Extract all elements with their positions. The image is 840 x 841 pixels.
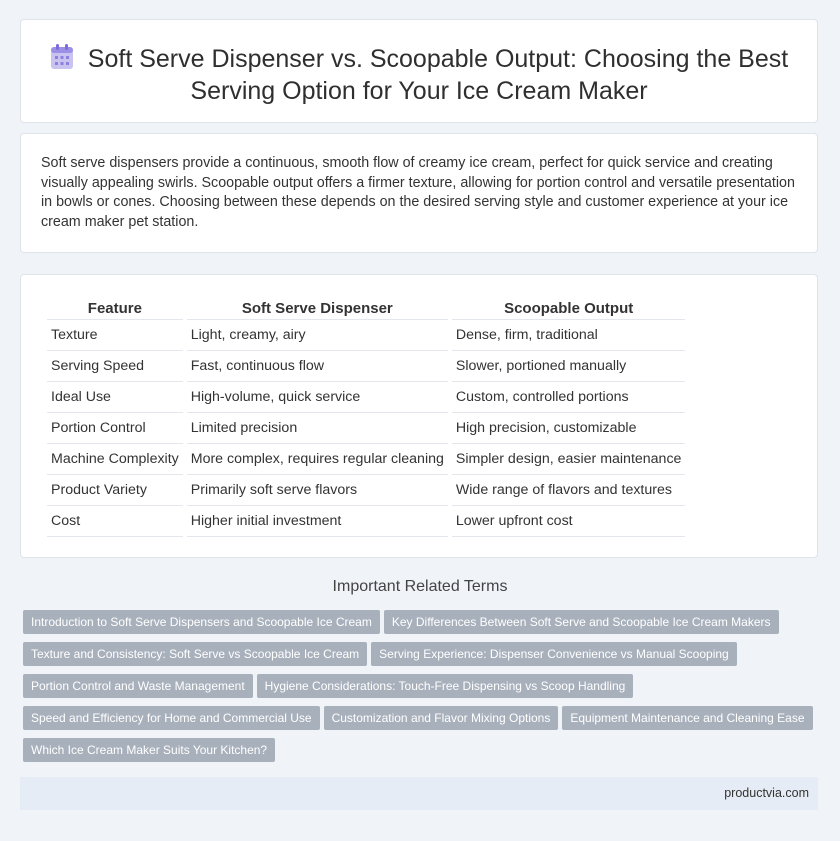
term-tag[interactable]: Key Differences Between Soft Serve and Scoopable Ice Cream Makers <box>384 610 779 634</box>
intro-paragraph: Soft serve dispensers provide a continuous, smooth flow of creamy ice cream, perfect for quick service and creating visually appealing swirls. Scoopable output offers a firmer texture, allowing for portion control and versatile presentation in bowls or cones. Choosing between these depends on the desired serving style and customer experience at your ice cream maker pet station. <box>41 155 795 230</box>
table-row <box>47 382 685 413</box>
comparison-table <box>43 297 689 537</box>
table-row <box>47 444 685 475</box>
header-soft-serve: Soft Serve Dispenser <box>187 297 448 320</box>
table-cell: Light, creamy, airy <box>187 320 448 351</box>
table-cell: Serving Speed <box>47 351 183 382</box>
footer <box>20 777 818 810</box>
term-tag[interactable]: Texture and Consistency: Soft Serve vs Scoopable Ice Cream <box>23 642 367 666</box>
table-row <box>47 413 685 444</box>
page-title <box>21 44 817 106</box>
comparison-card <box>20 274 818 558</box>
table-cell: Primarily soft serve flavors <box>187 475 448 506</box>
table-cell: Product Variety <box>47 475 183 506</box>
table-row <box>47 320 685 351</box>
table-cell: More complex, requires regular cleaning <box>187 444 448 475</box>
footer-site-link[interactable]: productvia.com <box>724 786 809 800</box>
header-feature: Feature <box>47 297 183 320</box>
term-tag[interactable]: Customization and Flavor Mixing Options <box>324 706 559 730</box>
intro-card <box>20 133 818 253</box>
term-tag[interactable]: Equipment Maintenance and Cleaning Ease <box>562 706 812 730</box>
title-line-1: Soft Serve Dispenser vs. Scoopable Output: Choosing the Best <box>87 45 789 73</box>
table-cell: High precision, customizable <box>452 413 686 444</box>
table-cell: Limited precision <box>187 413 448 444</box>
table-cell: Fast, continuous flow <box>187 351 448 382</box>
term-row <box>23 642 823 674</box>
term-tag[interactable]: Which Ice Cream Maker Suits Your Kitchen? <box>23 738 275 762</box>
title-card <box>20 19 818 123</box>
table-cell: Higher initial investment <box>187 506 448 537</box>
table-header-row <box>47 297 685 320</box>
table-cell: Wide range of flavors and textures <box>452 475 686 506</box>
calendar-grid-icon <box>50 44 74 77</box>
table-cell: Dense, firm, traditional <box>452 320 686 351</box>
header-scoopable: Scoopable Output <box>452 297 686 320</box>
term-row <box>23 610 823 642</box>
table-cell: Portion Control <box>47 413 183 444</box>
table-cell: Texture <box>47 320 183 351</box>
table-cell: Machine Complexity <box>47 444 183 475</box>
related-terms <box>23 610 823 770</box>
term-tag[interactable]: Portion Control and Waste Management <box>23 674 253 698</box>
term-tag[interactable]: Hygiene Considerations: Touch-Free Dispensing vs Scoop Handling <box>257 674 634 698</box>
table-cell: Slower, portioned manually <box>452 351 686 382</box>
term-tag[interactable]: Serving Experience: Dispenser Convenience vs Manual Scooping <box>371 642 737 666</box>
term-row <box>23 706 823 738</box>
term-row <box>23 674 823 706</box>
term-tag[interactable]: Speed and Efficiency for Home and Commercial Use <box>23 706 320 730</box>
table-cell: Ideal Use <box>47 382 183 413</box>
table-cell: Simpler design, easier maintenance <box>452 444 686 475</box>
table-row <box>47 475 685 506</box>
table-cell: High-volume, quick service <box>187 382 448 413</box>
term-row <box>23 738 823 770</box>
table-row <box>47 506 685 537</box>
title-line-2: Serving Option for Your Ice Cream Maker <box>190 77 648 105</box>
table-cell: Cost <box>47 506 183 537</box>
table-cell: Lower upfront cost <box>452 506 686 537</box>
term-tag[interactable]: Introduction to Soft Serve Dispensers and Scoopable Ice Cream <box>23 610 380 634</box>
table-cell: Custom, controlled portions <box>452 382 686 413</box>
table-row <box>47 351 685 382</box>
related-terms-title: Important Related Terms <box>332 578 508 595</box>
